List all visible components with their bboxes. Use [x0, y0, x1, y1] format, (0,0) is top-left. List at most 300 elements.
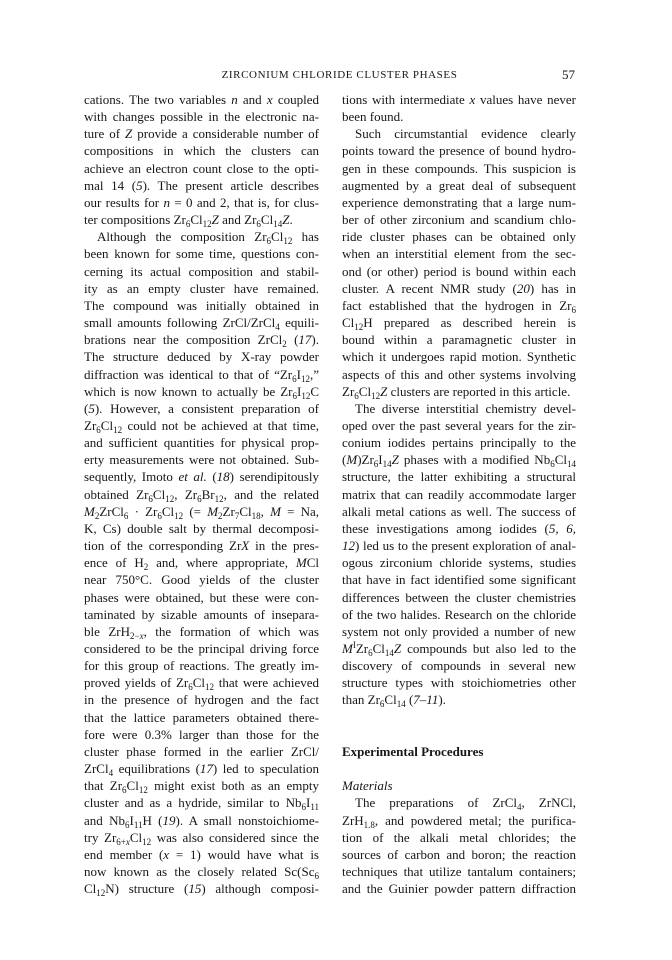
text-line	[342, 571, 576, 588]
subscript-run: 14	[384, 648, 394, 658]
text-run: near 750°C. Good yields of the cluster	[84, 572, 319, 588]
text-line	[342, 846, 576, 863]
italic-run: 12	[342, 538, 355, 554]
text-line	[342, 829, 576, 846]
text-run: ter compositions Zr	[84, 212, 186, 228]
text-run: ,”	[309, 366, 319, 382]
italic-run: M	[295, 555, 307, 571]
text-line	[342, 812, 576, 829]
italic-run: M	[84, 503, 95, 519]
subscript-run: 12	[283, 236, 293, 247]
text-run: I	[296, 383, 302, 399]
text-line	[84, 640, 319, 657]
subscript-run: 6	[185, 219, 191, 230]
italic-run: 20	[516, 280, 530, 296]
subscript-run: 2−	[129, 630, 140, 641]
page-number: 57	[562, 67, 575, 82]
text-run: ZrCl	[84, 761, 109, 777]
text-run: H (	[142, 812, 163, 828]
italic-subscript-run: x	[139, 630, 144, 641]
subscript-run: 6	[379, 699, 385, 710]
subscript-run: 6	[292, 390, 297, 401]
text-run: ity as an empty cluster have remained.	[84, 280, 319, 296]
text-run: (	[286, 332, 299, 348]
italic-run: 17	[199, 761, 213, 777]
italic-run: X	[241, 538, 250, 554]
text-run: these investigations among iodides (	[342, 520, 549, 536]
text-run: ) although composi-	[201, 881, 319, 897]
text-run: augmented by a great deal of subsequent	[342, 177, 576, 193]
text-line	[342, 434, 576, 451]
text-run: small amounts following ZrCl/ZrCl	[84, 315, 276, 331]
text-run: differences between the cluster chemistries	[342, 589, 576, 605]
text-run: ).	[438, 692, 446, 708]
text-run: Br	[201, 486, 215, 502]
subscript-run: 12	[301, 390, 311, 401]
text-line	[84, 366, 319, 383]
text-run: Cl	[126, 778, 139, 794]
text-run: sources of carbon and boron; the reaction	[342, 846, 576, 862]
text-run: that the lattice parameters obtained there-	[84, 709, 319, 725]
text-line	[342, 297, 576, 314]
italic-run: x	[266, 92, 273, 107]
text-run: = Na,	[280, 503, 320, 519]
text-run: compounds but also led to the	[401, 641, 576, 656]
text-run: Cl	[271, 229, 284, 245]
text-line	[84, 691, 319, 708]
text-run: proved yields of Zr	[84, 675, 189, 691]
text-run: ). A small nonstoichiome-	[175, 812, 319, 828]
text-run: , Zr	[174, 486, 198, 502]
subscript-run: 14	[382, 459, 392, 470]
text-run: with changes possible in the electronic na-	[84, 109, 319, 125]
text-run: mal 14 (	[84, 177, 137, 193]
text-run: The structure deduced by X-ray powder	[84, 349, 319, 365]
text-line	[84, 589, 319, 606]
running-title: ZIRCONIUM CHLORIDE CLUSTER PHASES	[221, 69, 458, 81]
text-run: fore were 0.3% larger than those for the	[84, 726, 319, 742]
text-run: sequently, Imoto	[84, 469, 179, 485]
text-run: Cl	[384, 692, 397, 708]
text-run: Cl	[129, 829, 143, 845]
text-run: provide a considerable number of	[132, 126, 319, 142]
text-run: ) has in	[529, 280, 576, 296]
text-run: ture of	[84, 126, 126, 142]
italic-run: 7–11	[413, 692, 439, 708]
text-run: been known for some time, questions con-	[84, 246, 319, 262]
text-line	[342, 794, 576, 811]
subscript-run: 6	[96, 424, 101, 435]
text-run: Such circumstantial evidence clearly	[355, 126, 576, 142]
text-run: Zr	[342, 383, 355, 399]
text-run: experience demonstrating that a large num-	[342, 194, 576, 210]
text-run: erty measurements were not obtained. Sub-	[84, 452, 319, 468]
text-run: obtained Zr	[84, 486, 149, 502]
text-line	[342, 691, 576, 708]
text-run: our results for	[84, 194, 164, 210]
text-line	[342, 400, 576, 417]
text-run: Cl	[84, 881, 97, 897]
subscript-run: 12	[214, 493, 224, 504]
text-run: (	[84, 400, 89, 416]
text-run: and Nb	[84, 812, 125, 828]
text-line	[84, 829, 319, 846]
text-run: cluster and as a hydride, similar to Nb	[84, 795, 302, 811]
text-run: structure types with stoichiometries other	[342, 675, 576, 691]
paragraph	[342, 400, 576, 709]
text-run: was also considered since the	[151, 829, 320, 845]
text-run: aspects of this and other systems involving	[342, 366, 576, 382]
text-run: structure, the latter exhibiting a structural	[342, 469, 576, 485]
text-line	[84, 846, 319, 863]
subscript-run: 6	[354, 390, 359, 401]
text-line	[342, 263, 576, 280]
text-line	[84, 794, 319, 811]
text-line	[342, 211, 576, 228]
italic-run: n	[163, 194, 170, 210]
text-run: and the Guinier powder pattern diffraction	[342, 881, 576, 897]
text-run: taminated by sizable amounts of insepara-	[84, 606, 319, 622]
text-run: achieve an electron count close to the opti-	[84, 160, 319, 176]
text-run: Cl	[161, 503, 175, 519]
text-line	[84, 211, 319, 228]
text-line	[342, 160, 576, 177]
text-run: phases were obtained, but these were con-	[84, 589, 319, 605]
text-run: ).	[311, 332, 319, 348]
text-line	[84, 331, 319, 348]
text-run: that were achieved	[214, 675, 319, 691]
subscript-run: 6	[256, 219, 261, 230]
subscript-run: 6	[188, 682, 193, 693]
subsection-heading: Materials	[342, 778, 393, 794]
text-line	[84, 812, 319, 829]
text-line	[342, 366, 576, 383]
text-line	[342, 348, 576, 365]
text-run: end member (	[84, 846, 164, 862]
paragraph	[84, 228, 319, 897]
text-run: that have in fact identified some significant	[342, 572, 576, 588]
text-run: when an interstitial element from the sec-	[342, 246, 576, 262]
text-line	[342, 91, 576, 108]
text-run: I	[305, 795, 311, 811]
right-column-body	[342, 91, 576, 709]
text-run: ber of other zirconium and scandium chlo-	[342, 212, 576, 228]
text-run: Zr	[355, 641, 369, 656]
text-line	[84, 726, 319, 743]
italic-run: Z	[282, 212, 290, 228]
text-line	[84, 606, 319, 623]
text-line	[84, 674, 319, 691]
text-line	[342, 383, 576, 400]
text-run: = 1) would have what is	[169, 846, 319, 862]
text-run: cerning its actual composition and stabil-	[84, 263, 319, 279]
subscript-run: 12	[202, 219, 212, 230]
text-run: ZrCl	[99, 503, 124, 519]
subscript-run: 12	[205, 682, 215, 693]
text-line	[84, 657, 319, 674]
text-run: )Zr	[357, 452, 374, 468]
text-run: Although the composition Zr	[97, 229, 267, 245]
subscript-run: 4	[108, 768, 114, 779]
text-line	[342, 880, 576, 897]
italic-run: Z	[125, 126, 133, 142]
right-column	[342, 91, 576, 897]
subscript-run: 6	[122, 785, 127, 796]
text-run: Cl	[100, 417, 114, 433]
text-line	[84, 760, 319, 777]
text-run: Cl	[239, 503, 252, 519]
text-line	[342, 280, 576, 297]
text-run: tion of the alkali metal chlorides; the	[342, 829, 576, 845]
text-run: been found.	[342, 109, 404, 125]
subscript-run: 6	[148, 493, 153, 504]
text-run: techniques that utilize tantalum containers;	[342, 864, 576, 880]
text-run: ,	[260, 503, 271, 519]
text-line	[84, 777, 319, 794]
text-run: , ZrNCl,	[521, 795, 576, 811]
subscript-run: 12	[113, 424, 123, 435]
text-run: now known as the closely related Sc(Sc	[84, 864, 315, 880]
text-line	[342, 194, 576, 211]
text-run: diffraction was identical to that of “Zr	[84, 366, 293, 382]
text-run: (=	[183, 503, 208, 519]
subscript-run: 11	[133, 819, 143, 830]
text-run: Zr	[222, 503, 235, 519]
text-run: tion of the corresponding Zr	[84, 538, 242, 554]
text-line	[84, 434, 319, 451]
text-line	[342, 486, 576, 503]
subscript-run: 6	[197, 493, 202, 504]
subscript-run: 6+	[116, 836, 126, 847]
subscript-run: 12	[300, 373, 310, 384]
text-line	[84, 709, 319, 726]
text-run: ogous zirconium chloride systems, studies	[342, 555, 576, 571]
text-line	[84, 486, 319, 503]
italic-run: 17	[298, 332, 312, 348]
paragraph	[342, 125, 576, 400]
text-line	[342, 589, 576, 606]
text-run: system not only provided a number of new	[342, 623, 576, 639]
italic-run: 5, 6,	[548, 520, 577, 536]
text-run: H prepared as described herein is	[363, 315, 576, 331]
subscript-run: 12	[354, 322, 364, 333]
italic-run: 5	[88, 400, 95, 416]
subscript-run: 6	[571, 304, 576, 315]
text-run: (	[206, 469, 217, 485]
text-line	[84, 417, 319, 434]
text-run: (	[342, 452, 347, 468]
text-run: in the pres-	[249, 538, 319, 554]
text-line	[342, 503, 576, 520]
italic-run: Z	[391, 452, 399, 468]
italic-run: n	[231, 92, 238, 107]
text-run: · Zr	[128, 503, 158, 519]
subscript-run: 6	[301, 802, 306, 813]
subscript-run: 2	[143, 562, 149, 573]
text-line	[84, 451, 319, 468]
subscript-run: 6	[292, 373, 297, 384]
text-run: ) led to speculation	[212, 761, 319, 777]
text-line	[84, 623, 319, 640]
text-line	[84, 177, 319, 194]
italic-run: 5	[136, 177, 143, 193]
text-run: clusters are reported in this article.	[387, 383, 571, 399]
text-line	[84, 142, 319, 159]
text-run: has	[292, 229, 319, 245]
text-line	[84, 228, 319, 245]
text-line	[342, 417, 576, 434]
text-line	[84, 503, 319, 520]
text-run: , and powdered metal; the purifica-	[374, 812, 576, 828]
text-run: might exist both as an empty	[147, 778, 320, 794]
text-line	[342, 468, 576, 485]
text-run: , the formation of which was	[143, 623, 319, 639]
text-line	[342, 623, 576, 640]
text-run: considered to be the principal driving force	[84, 641, 319, 656]
text-run: N) structure (	[105, 881, 189, 897]
text-run: of the two halides. Research on the chloride	[342, 606, 576, 622]
text-run: ence of H	[84, 555, 144, 571]
italic-run: 18	[216, 469, 230, 485]
text-run: ). However, a consistent preparation of	[94, 400, 319, 416]
text-run: cations. The two variables	[84, 92, 232, 107]
text-run: phases with a modified Nb	[398, 452, 551, 468]
subscript-run: 14	[273, 219, 283, 230]
left-column	[84, 91, 319, 897]
italic-run: Z	[211, 212, 219, 228]
section-heading: Experimental Procedures	[342, 743, 484, 759]
text-run: gen in these compounds. This suspicion is	[342, 160, 576, 176]
text-run: equili-	[279, 315, 319, 331]
text-run: discovery of compounds in several new	[342, 658, 576, 674]
subscript-run: 6	[157, 510, 162, 521]
text-line	[342, 331, 576, 348]
subscript-run: 12	[142, 836, 152, 847]
subscript-run: 6	[124, 819, 130, 830]
italic-run: M	[346, 452, 358, 468]
text-run: values have never	[475, 92, 576, 107]
italic-run: Z	[380, 383, 388, 399]
subscript-run: 14	[567, 459, 576, 470]
italic-run: M	[270, 503, 281, 519]
text-line	[84, 400, 319, 417]
italic-run: M	[207, 503, 219, 519]
subscript-run: 12	[96, 888, 106, 899]
text-run: I	[378, 452, 383, 468]
text-run: ) led us to the present exploration of anal-	[355, 538, 576, 554]
text-run: cluster. A recent NMR study (	[342, 280, 517, 296]
text-run: alkali metal cations as well. The success of	[342, 503, 576, 519]
subscript-run: 12	[371, 390, 381, 401]
italic-run: x	[469, 92, 476, 107]
subscript-run: 1.8	[363, 819, 375, 830]
text-line	[342, 606, 576, 623]
text-line	[342, 657, 576, 674]
text-run: ride cluster phases can be obtained only	[342, 229, 576, 245]
text-run: The compound was initially obtained in	[84, 297, 319, 313]
text-line	[342, 520, 576, 537]
text-line	[342, 640, 576, 657]
running-head	[84, 67, 575, 83]
text-run: (	[405, 692, 414, 708]
text-line	[342, 554, 576, 571]
text-line	[84, 880, 319, 897]
text-line	[84, 571, 319, 588]
text-run: Cl	[342, 315, 355, 331]
subscript-run: 2	[282, 339, 287, 350]
text-line	[84, 160, 319, 177]
subscript-run: 6	[368, 648, 373, 658]
text-line	[84, 125, 319, 142]
text-run: bound within a paramagnetic cluster in	[342, 332, 576, 348]
text-run: ZrH	[342, 812, 364, 828]
text-run: and Zr	[218, 212, 257, 228]
text-run: equilibrations (	[113, 761, 200, 777]
text-run: Cl	[372, 641, 385, 656]
italic-run: M	[342, 641, 353, 656]
text-line	[342, 177, 576, 194]
subscript-run: 11	[310, 802, 319, 813]
italic-run: x	[163, 846, 170, 862]
text-line	[84, 245, 319, 262]
text-line	[84, 108, 319, 125]
text-run: ond (or other) period is bound within each	[342, 263, 576, 279]
italic-run: 19	[162, 812, 176, 828]
text-run: Cl	[190, 212, 203, 228]
subscript-run: 6	[123, 510, 129, 521]
text-line	[84, 91, 319, 108]
text-line	[84, 263, 319, 280]
text-run: = 0 and 2, that is, for clus-	[169, 194, 319, 210]
text-run: I	[129, 812, 134, 828]
subscript-run: 6	[373, 459, 379, 470]
text-line	[84, 554, 319, 571]
text-run: matrix that can readily accommodate larger	[342, 486, 576, 502]
text-line	[84, 383, 319, 400]
superscript-run: I	[352, 640, 356, 650]
paragraph	[84, 91, 319, 228]
text-run: Cl	[152, 486, 166, 502]
text-run: ble ZrH	[84, 623, 130, 639]
text-run: ) serendipitously	[229, 469, 320, 485]
text-line	[84, 520, 319, 537]
text-line	[84, 280, 319, 297]
subscript-run: 2	[94, 510, 100, 521]
text-line	[84, 743, 319, 760]
text-run: conium iodides pertains principally to the	[342, 435, 576, 451]
text-run: Cl	[554, 452, 567, 468]
text-line	[84, 194, 319, 211]
text-run: K, Cs) double salt by thermal decomposi-	[84, 520, 319, 536]
text-run: for this group of reactions. The greatly im-	[84, 658, 319, 674]
text-run: fact established that the hydrogen in Zr	[342, 297, 572, 313]
text-run: that Zr	[84, 778, 123, 794]
text-run: which is now known to actually be Zr	[84, 383, 293, 399]
italic-run: et al.	[178, 469, 207, 485]
subscript-run: 4	[517, 802, 522, 813]
text-line	[342, 674, 576, 691]
text-line	[84, 863, 319, 880]
text-run: Cl	[306, 555, 319, 571]
text-run: points toward the presence of bound hydro-	[342, 143, 576, 159]
italic-subscript-run: x	[125, 836, 130, 847]
text-line	[342, 125, 576, 142]
text-run: , and the related	[223, 486, 319, 502]
text-run: and sufficient quantities for physical prop-	[84, 435, 319, 451]
text-run: and, where appropriate,	[148, 555, 296, 571]
subscript-run: 6	[314, 871, 319, 882]
text-run: Cl	[260, 212, 274, 228]
